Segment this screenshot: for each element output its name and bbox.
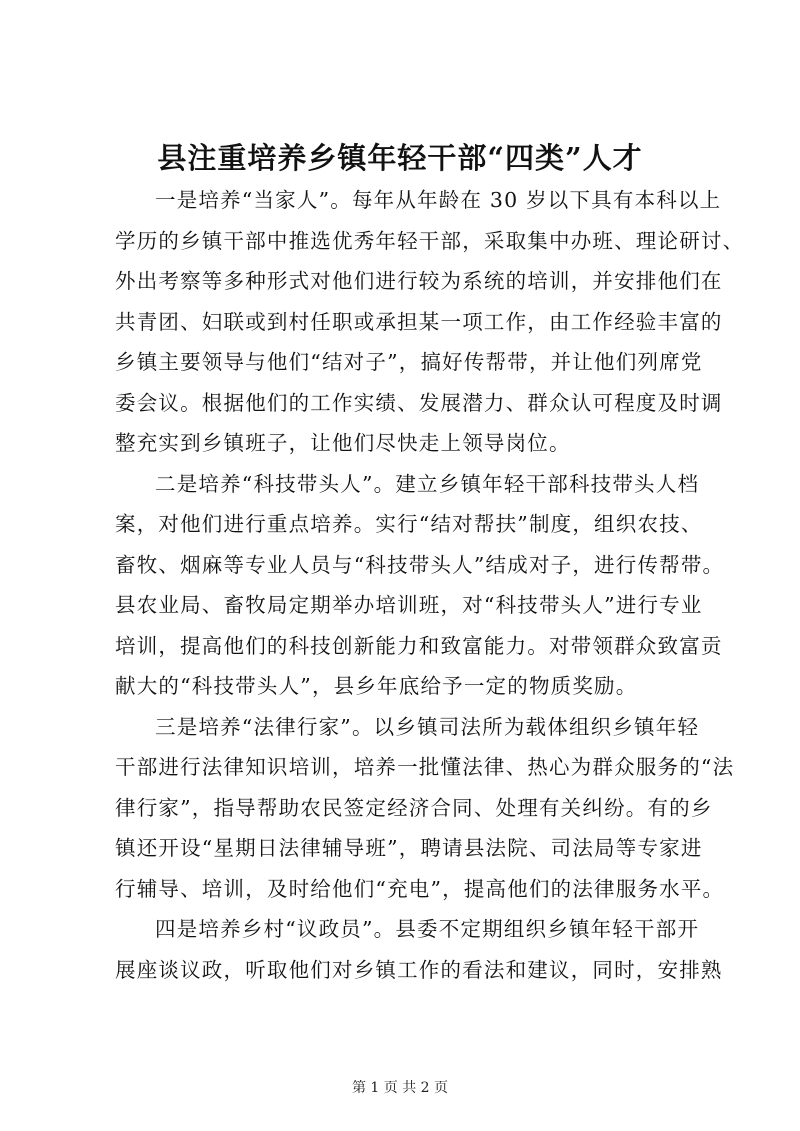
paragraph-4-line-1: 四是培养乡村“议政员”。县委不定期组织乡镇年轻干部开: [155, 917, 700, 941]
paragraph-2-line-1: 二是培养“科技带头人”。建立乡镇年轻干部科技带头人档: [155, 471, 700, 496]
paragraph-1-line-5: 乡镇主要领导与他们“结对子”，搞好传帮带，并让他们列席党: [115, 350, 703, 374]
paragraph-1-line-2: 学历的乡镇干部中推选优秀年轻干部，采取集中办班、理论研讨、: [115, 228, 745, 253]
paragraph-3-line-1: 三是培养“法律行家”。以乡镇司法所为载体组织乡镇年轻: [155, 714, 700, 739]
paragraph-2-line-5: 培训，提高他们的科技创新能力和致富能力。对带领群众致富贡: [115, 633, 723, 658]
page-footer: 第 1 页 共 2 页: [351, 1080, 449, 1096]
paragraph-3-line-4: 镇还开设“星期日法律辅导班”，聘请县法院、司法局等专家进: [115, 836, 703, 860]
paragraph-2-line-3: 畜牧、烟麻等专业人员与“科技带头人”结成对子，进行传帮带。: [115, 552, 725, 577]
paragraph-3-line-5: 行辅导、培训，及时给他们“充电”，提高他们的法律服务水平。: [115, 876, 725, 901]
paragraph-3-line-3: 律行家”，指导帮助农民签定经济合同、处理有关纠纷。有的乡: [115, 795, 713, 820]
paragraph-2-line-6: 献大的“科技带头人”，县乡年底给予一定的物质奖励。: [115, 674, 638, 698]
paragraph-1-line-6: 委会议。根据他们的工作实绩、发展潜力、群众认可程度及时调: [115, 390, 723, 415]
paragraph-1-line-4: 共青团、妇联或到村任职或承担某一项工作，由工作经验丰富的: [115, 309, 723, 334]
paragraph-1-line-3: 外出考察等多种形式对他们进行较为系统的培训，并安排他们在: [115, 269, 723, 293]
document-title: 县注重培养乡镇年轻干部“四类”人才: [157, 141, 643, 175]
paragraph-1-line-1: 一是培养“当家人”。每年从年龄在 30 岁以下具有本科以上: [155, 188, 722, 212]
paragraph-2-line-4: 县农业局、畜牧局定期举办培训班，对“科技带头人”进行专业: [115, 593, 703, 617]
paragraph-1-line-7: 整充实到乡镇班子，让他们尽快走上领导岗位。: [115, 431, 571, 455]
paragraph-3-line-2: 干部进行法律知识培训，培养一批懂法律、热心为群众服务的“法: [115, 755, 735, 779]
document-body: [115, 180, 745, 990]
paragraph-2-line-2: 案，对他们进行重点培养。实行“结对帮扶”制度，组织农技、: [115, 512, 703, 536]
paragraph-4-line-2: 展座谈议政，听取他们对乡镇工作的看法和建议，同时，安排熟: [115, 957, 723, 982]
